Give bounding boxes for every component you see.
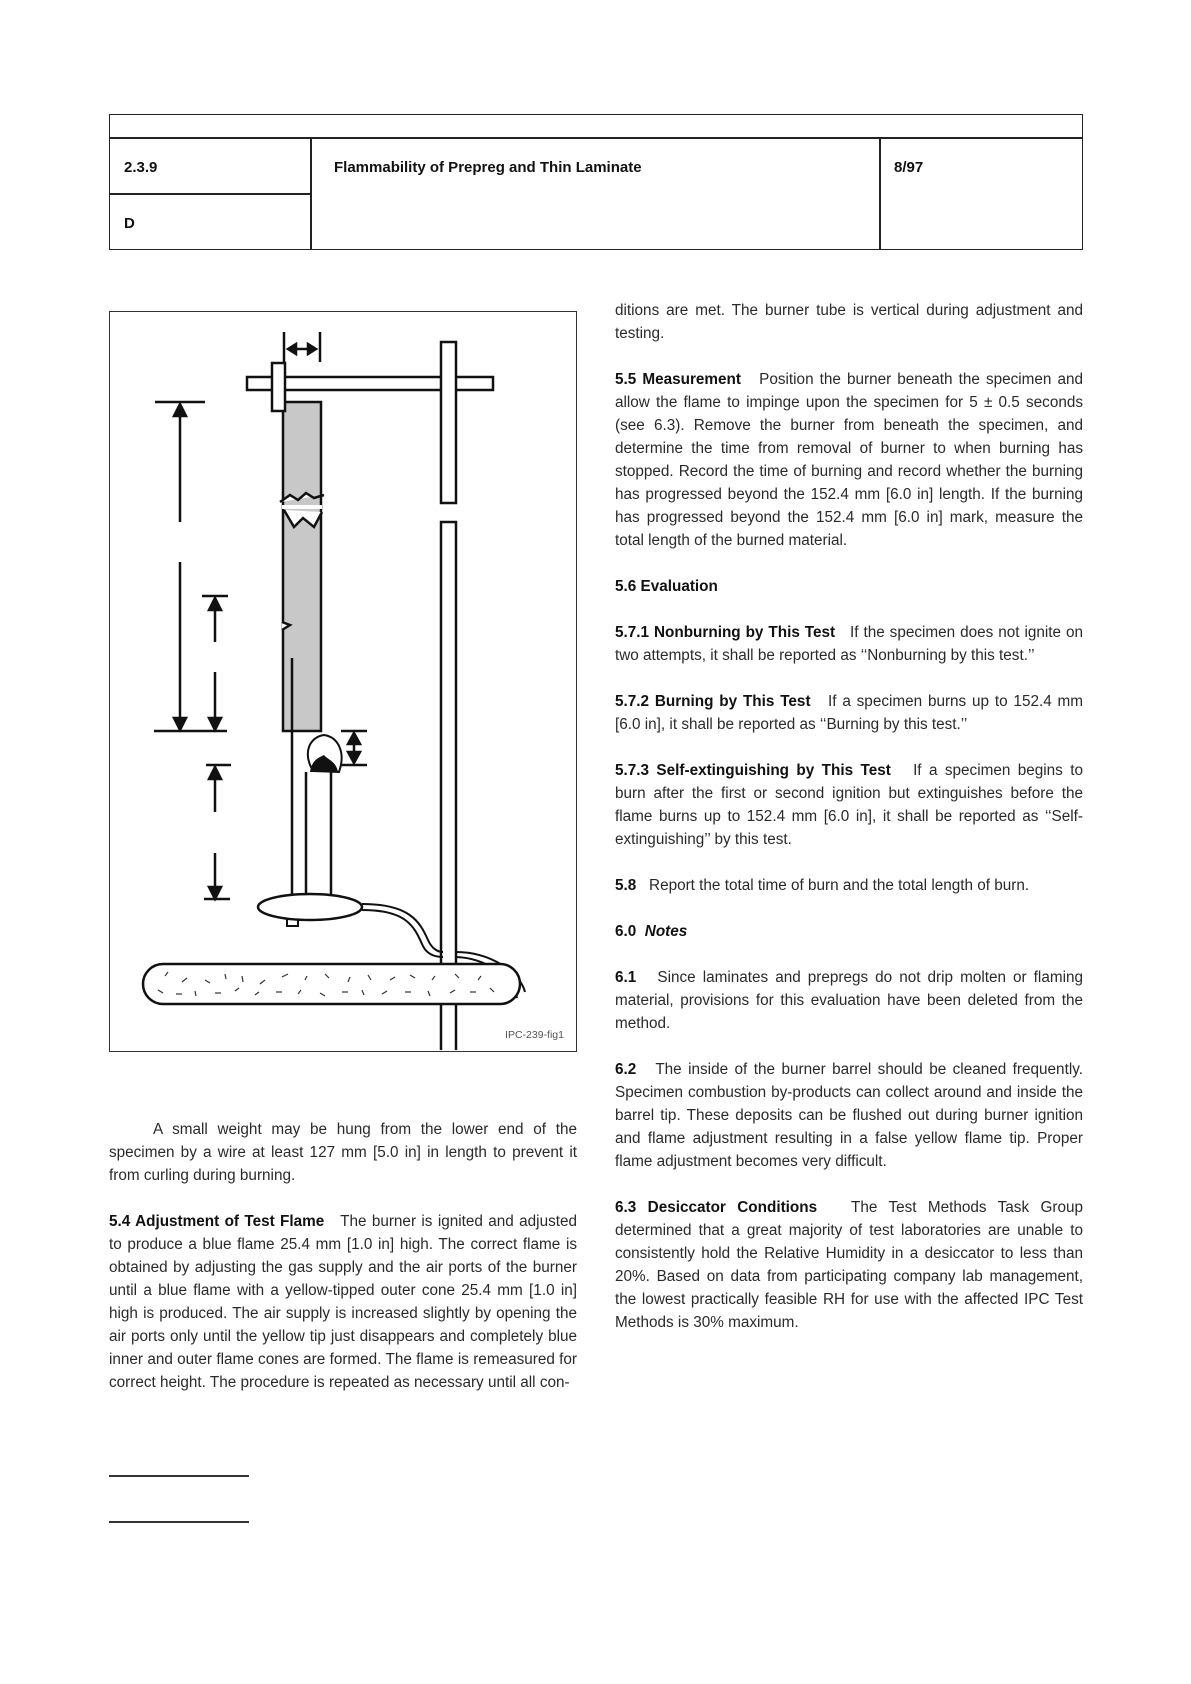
apparatus-figure: [109, 311, 577, 1052]
right-column: [615, 299, 1083, 1357]
footnote-rule: [109, 1475, 249, 1477]
section-heading: 5.7.2 Burning by This Test: [615, 693, 811, 710]
section-heading: 5.7.3 Self-extinguishing by This Test: [615, 762, 891, 779]
footnote-rule: [109, 1521, 249, 1523]
section-number: 6.0: [615, 923, 637, 940]
header-divider: [110, 137, 1082, 139]
section-5-8: [615, 874, 1083, 897]
section-heading: 6.2: [615, 1061, 637, 1078]
section-title: Notes: [644, 923, 688, 940]
section-text: The burner is ignited and adjusted to produce a blue flame 25.4 mm [1.0 in] high. The correct flame is obtained by adjusting the gas supply and the air ports of the burner until a blue flame with a yellow-tipped outer cone 25.4 mm [1.0 in] high is produced. The air supply is increased slightly by opening the air ports only until the yellow tip just disappears and completely blue inner and outer flame cones are formed. The flame is remeasured for correct height. The procedure is repeated as necessary until all con-: [109, 1213, 577, 1391]
document-date: 8/97: [894, 159, 924, 176]
method-number: 2.3.9: [124, 159, 158, 176]
section-heading: 6.1: [615, 969, 637, 986]
section-text: Report the total time of burn and the total length of burn.: [649, 877, 1030, 894]
section-heading: 6.3 Desiccator Conditions: [615, 1199, 818, 1216]
section-text: If a specimen begins to burn after the first or second ignition but extinguishes before the flame burns up to 152.4 mm [6.0 in], it shall be reported as ‘‘Self-extinguishing’’ by this test.: [615, 762, 1083, 848]
continuation-paragraph: ditions are met. The burner tube is vertical during adjustment and testing.: [615, 302, 1083, 342]
section-text: The Test Methods Task Group determined that a great majority of test laboratories are unable to consistently hold the Relative Humidity in a desiccator to less than 20%. Based on data from participating company lab management, the lowest practically feasible RH for use with the affected IPC Test Methods is 30% maximum.: [615, 1199, 1083, 1331]
section-heading: 5.7.1 Nonburning by This Test: [615, 624, 836, 641]
section-6-3: [615, 1196, 1083, 1334]
section-5-6-heading: 5.6 Evaluation: [615, 578, 718, 595]
section-5-7-2: [615, 690, 1083, 736]
section-heading: 5.4 Adjustment of Test Flame: [109, 1213, 325, 1230]
section-5-4: [109, 1210, 577, 1394]
flammability-apparatus-diagram: [110, 312, 575, 1050]
section-6-2: [615, 1058, 1083, 1173]
section-6-0-heading: [615, 920, 1083, 943]
section-text: Position the burner beneath the specimen and allow the flame to impinge upon the specimen for 5 ± 0.5 seconds (see 6.3). Remove the burner from beneath the specimen, and determine the time from removal of burner to when burning has stopped. Record the time of burning and record whether the burning has progressed beyond the 152.4 mm [6.0 in] length. If the burning has progressed beyond the 152.4 mm [6.0 in] mark, measure the total length of the burned material.: [615, 371, 1084, 549]
revision-letter: D: [124, 215, 135, 232]
document-title: Flammability of Prepreg and Thin Laminate: [334, 159, 642, 176]
header-divider: [110, 193, 310, 195]
section-5-7-3: [615, 759, 1083, 851]
section-text: Since laminates and prepregs do not drip molten or flaming material, provisions for this evaluation have been deleted from the method.: [615, 969, 1083, 1032]
section-text: If a specimen burns up to 152.4 mm [6.0 in], it shall be reported as ‘‘Burning by this test.’’: [615, 693, 1084, 733]
section-5-7-1: [615, 621, 1083, 667]
section-heading: 5.8: [615, 877, 637, 894]
section-text: If the specimen does not ignite on two attempts, it shall be reported as ‘‘Nonburning by this test.’’: [615, 624, 1083, 664]
section-6-1: [615, 966, 1083, 1035]
left-column: [109, 1118, 577, 1417]
section-heading: 5.5 Measurement: [615, 371, 741, 388]
figure-caption: IPC-239-fig1: [505, 1029, 564, 1041]
section-text: The inside of the burner barrel should be cleaned frequently. Specimen combustion by-products can collect around and inside the barrel tip. These deposits can be flushed out during burner ignition and flame adjustment resulting in a false yellow flame tip. Proper flame adjustment becomes very difficult.: [615, 1061, 1083, 1170]
intro-paragraph: A small weight may be hung from the lower end of the specimen by a wire at least 127 mm [5.0 in] in length to prevent it from curling during burning.: [109, 1121, 577, 1184]
section-5-5: [615, 368, 1083, 552]
header-divider: [310, 137, 312, 249]
header-divider: [879, 137, 881, 249]
header-table: [109, 114, 1083, 250]
